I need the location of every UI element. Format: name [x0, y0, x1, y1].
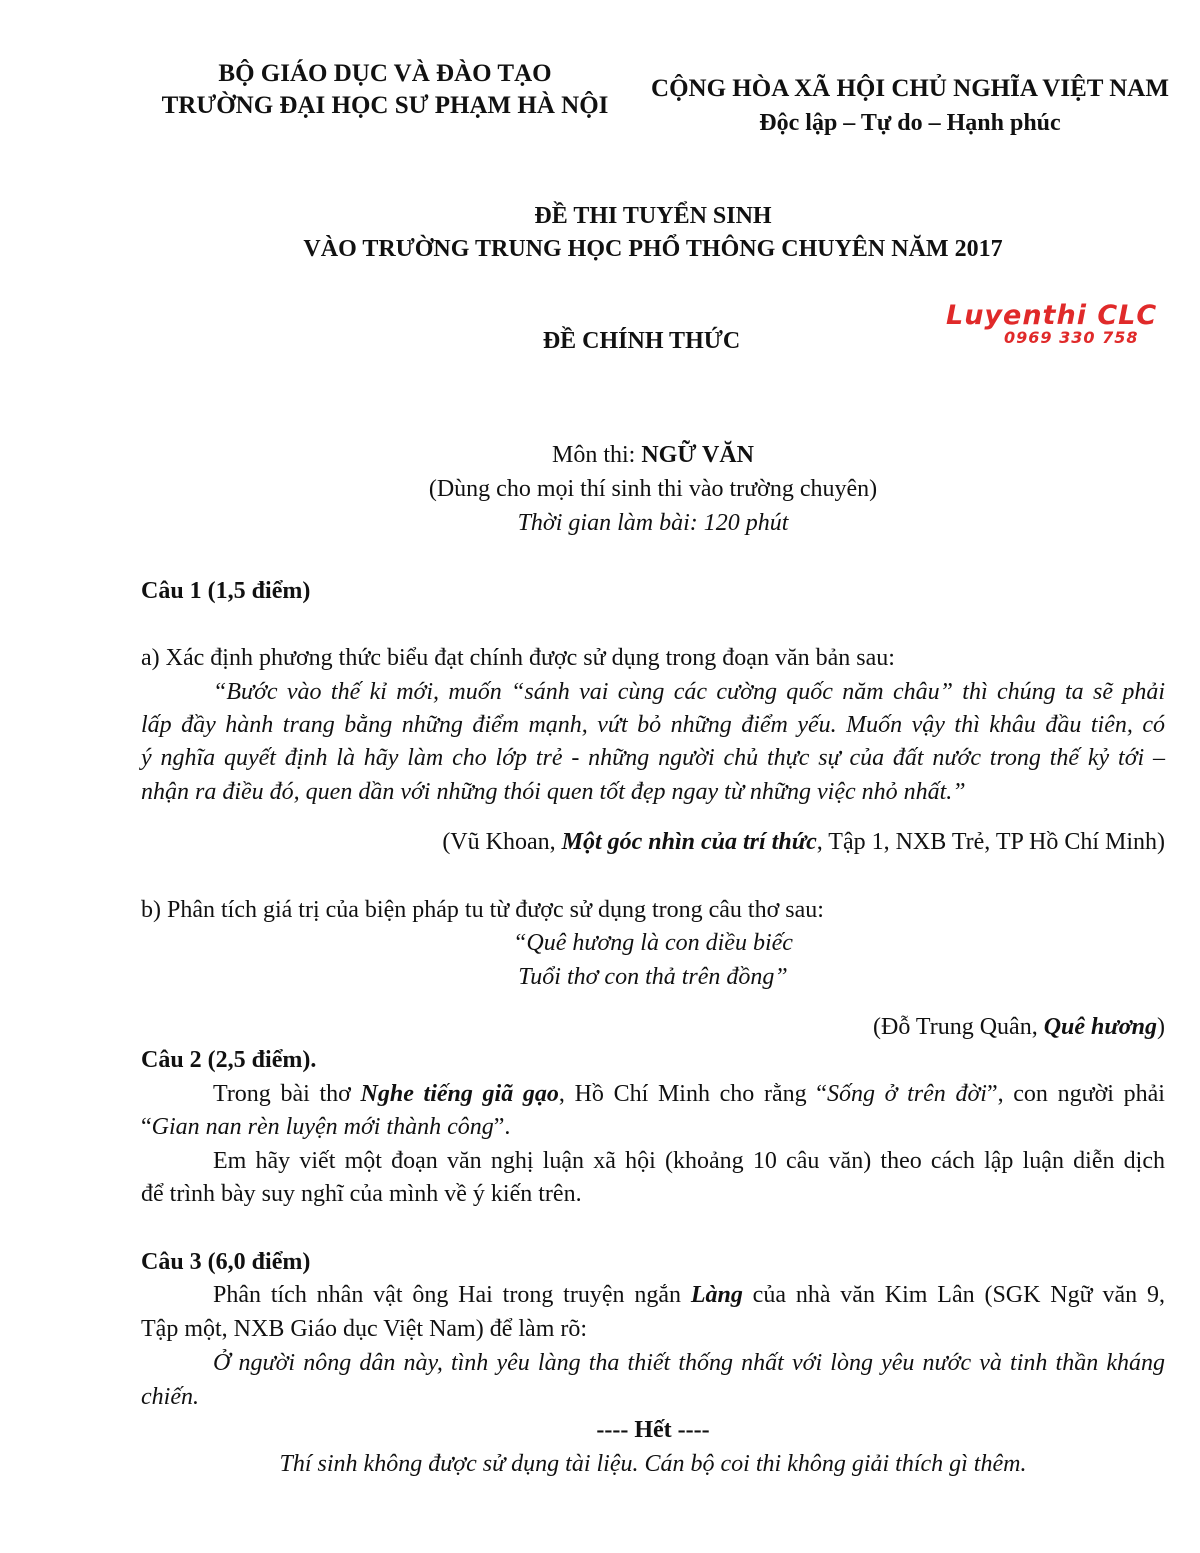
- q1-a-source-title: Một góc nhìn của trí thức: [561, 829, 817, 855]
- end-marker: ---- Hết ----: [596, 1417, 710, 1443]
- duration-note: Thời gian làm bài: 120 phút: [517, 510, 789, 536]
- brand-name: Luyenthi CLC: [946, 300, 1158, 331]
- q1-a-prompt: a) Xác định phương thức biểu đạt chính được sử dụng trong đoạn văn bản sau:: [141, 645, 895, 671]
- q1-b-source-title: Quê hương: [1043, 1014, 1157, 1040]
- ministry-name: BỘ GIÁO DỤC VÀ ĐÀO TẠO: [218, 60, 552, 87]
- subject-prefix: Môn thi:: [551, 442, 642, 468]
- q3-para2-line2: chiến.: [141, 1384, 199, 1410]
- q3-para1-line1: [213, 1282, 1165, 1309]
- q1-b-source: [141, 1014, 1165, 1041]
- q1-a-source-pre: (Vũ Khoan,: [442, 829, 562, 855]
- footer-note: Thí sinh không được sử dụng tài liệu. Cán bộ coi thi không giải thích gì thêm.: [279, 1451, 1027, 1477]
- q1-a-source: [141, 829, 1165, 856]
- country-name: CỘNG HÒA XÃ HỘI CHỦ NGHĨA VIỆT NAM: [651, 75, 1169, 102]
- q1-a-quote-line3: ý nghĩa quyết định là hãy làm cho lớp trẻ - những người chủ thực sự của đất nước trong thế kỷ tới –: [141, 745, 1165, 771]
- q3-p1-pre: Phân tích nhân vật ông Hai trong truyện ngắn: [213, 1282, 691, 1308]
- q1-a-quote-line2: lấp đầy hành trang bằng những điểm mạnh, vứt bỏ những điểm yếu. Muốn vậy thì khâu đầu tiên, có: [141, 712, 1165, 738]
- q1-a-quote-line1: “Bước vào thế kỉ mới, muốn “sánh vai cùng các cường quốc năm châu” thì chúng ta sẽ phải: [213, 679, 1165, 705]
- q2-para2-line2: để trình bày suy nghĩ của mình về ý kiến trên.: [141, 1181, 582, 1207]
- q1-heading: Câu 1 (1,5 điểm): [141, 578, 311, 604]
- q2-p1-quote1: Sống ở trên đời: [826, 1081, 987, 1107]
- q1-b-source-pre: (Đỗ Trung Quân,: [873, 1014, 1044, 1040]
- q2-heading: Câu 2 (2,5 điểm).: [141, 1047, 317, 1073]
- q3-p1-title: Làng: [690, 1282, 743, 1308]
- q2-p1-pre: Trong bài thơ: [213, 1081, 361, 1107]
- brand-phone: 0969 330 758: [1004, 328, 1139, 347]
- q2-p1-mid: , Hồ Chí Minh cho rằng “: [558, 1081, 827, 1107]
- q3-heading: Câu 3 (6,0 điểm): [141, 1249, 311, 1275]
- exam-title-line2: VÀO TRƯỜNG TRUNG HỌC PHỔ THÔNG CHUYÊN NĂM 2017: [303, 236, 1003, 262]
- q2-p1b-quote2: Gian nan rèn luyện mới thành công: [151, 1114, 494, 1140]
- q2-p1b-open: “: [141, 1114, 152, 1140]
- q3-para1-line2: Tập một, NXB Giáo dục Việt Nam) để làm rõ:: [141, 1316, 588, 1342]
- q1-b-prompt: b) Phân tích giá trị của biện pháp tu từ được sử dụng trong câu thơ sau:: [141, 897, 824, 923]
- q1-b-poem-line2: Tuổi thơ con thả trên đồng”: [518, 964, 788, 990]
- subject-name: NGỮ VĂN: [641, 442, 754, 468]
- q2-p1-title: Nghe tiếng giã gạo: [360, 1081, 559, 1107]
- university-name: TRƯỜNG ĐẠI HỌC SƯ PHẠM HÀ NỘI: [161, 92, 609, 119]
- audience-note: (Dùng cho mọi thí sinh thi vào trường chuyên): [428, 476, 878, 502]
- q2-p1b-close: ”.: [493, 1114, 511, 1140]
- q3-p1-post: của nhà văn Kim Lân (SGK Ngữ văn 9,: [742, 1282, 1165, 1308]
- q3-para2-line1: Ở người nông dân này, tình yêu làng tha thiết thống nhất với lòng yêu nước và tinh thần kháng: [213, 1350, 1165, 1376]
- exam-title-line1: ĐỀ THI TUYỂN SINH: [534, 203, 772, 229]
- q2-para1-line1: [213, 1081, 1165, 1108]
- national-motto: Độc lập – Tự do – Hạnh phúc: [759, 110, 1061, 136]
- brand-logo: [940, 300, 1170, 350]
- q2-para2-line1: Em hãy viết một đoạn văn nghị luận xã hội (khoảng 10 câu văn) theo cách lập luận diễn dịch: [213, 1148, 1165, 1174]
- q2-para1-line2: [141, 1114, 510, 1141]
- subject-line: [0, 442, 1200, 469]
- q1-a-quote-line4: nhận ra điều đó, quen dần với những thói quen tốt đẹp ngay từ những việc nhỏ nhất.”: [141, 779, 966, 805]
- official-label: ĐỀ CHÍNH THỨC: [542, 328, 741, 354]
- q1-a-source-post: , Tập 1, NXB Trẻ, TP Hồ Chí Minh): [816, 829, 1165, 855]
- q1-b-source-post: ): [1157, 1014, 1165, 1040]
- q2-p1-post: ”, con người phải: [986, 1081, 1165, 1107]
- q1-b-poem-line1: “Quê hương là con diều biếc: [513, 930, 793, 956]
